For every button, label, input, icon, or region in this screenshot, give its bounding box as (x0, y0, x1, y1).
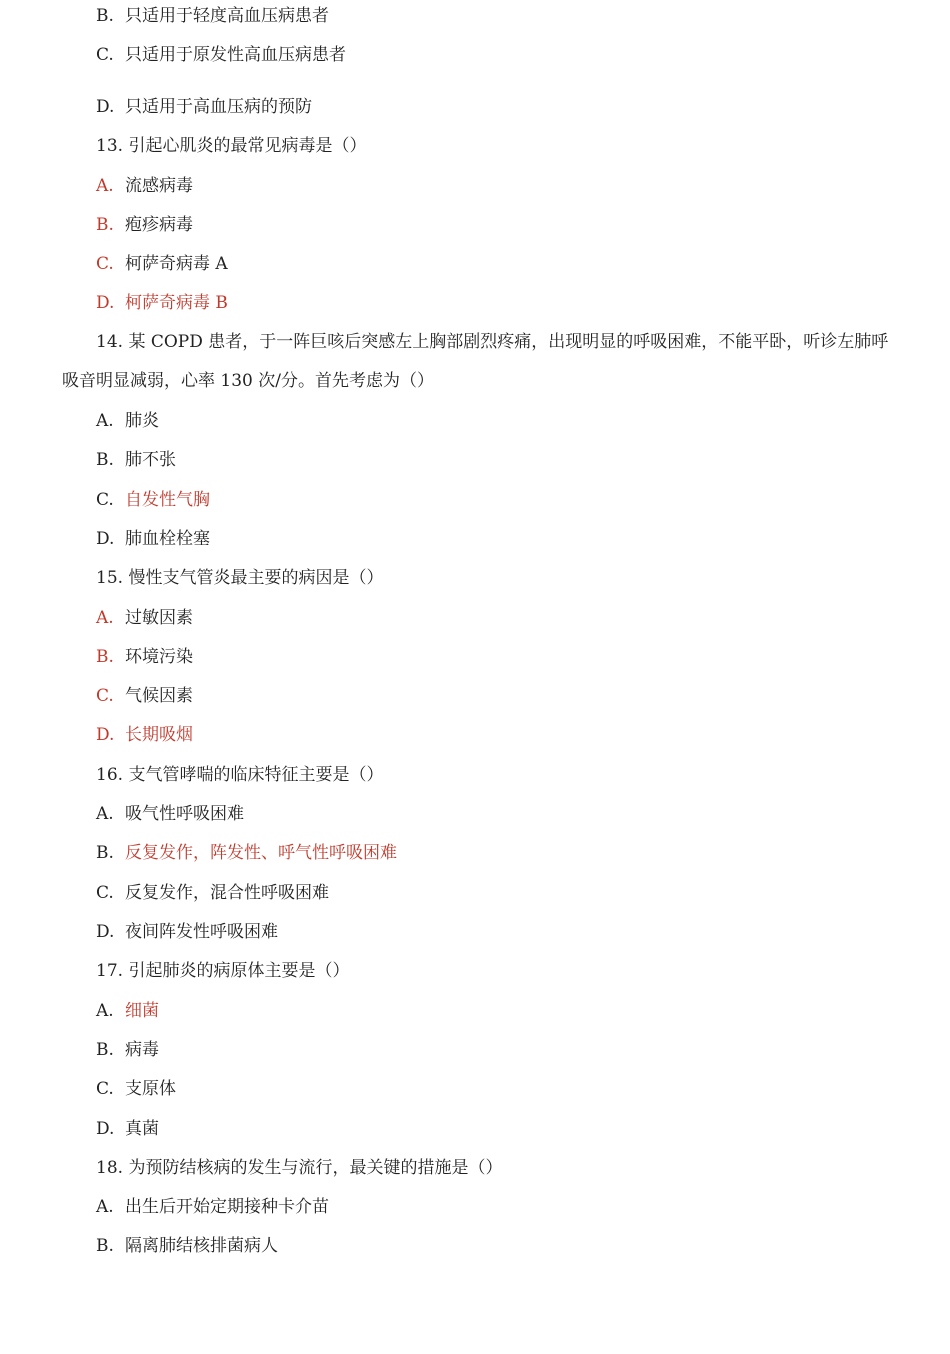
q12-option-d: D. 只适用于高血压病的预防 (96, 97, 312, 117)
q14-option-d: D. 肺血栓栓塞 (96, 529, 210, 549)
q17-option-b: B. 病毒 (96, 1040, 159, 1060)
q13-stem: 13. 引起心肌炎的最常见病毒是（） (96, 136, 367, 156)
q13-option-a: A. 流感病毒 (96, 176, 193, 196)
q16-option-d: D. 夜间阵发性呼吸困难 (96, 922, 278, 942)
q17-option-d: D. 真菌 (96, 1119, 159, 1139)
q15-option-c: C. 气候因素 (96, 686, 193, 706)
q16-option-a: A. 吸气性呼吸困难 (96, 804, 244, 824)
q15-option-a: A. 过敏因素 (96, 608, 193, 628)
q14-option-a: A. 肺炎 (96, 411, 159, 431)
q14-stem: 14. 某 COPD 患者，于一阵巨咳后突感左上胸部剧烈疼痛，出现明显的呼吸困难，不能平卧，听诊左肺呼吸音明显减弱，心率 130 次/分。首先考虑为（） (62, 332, 889, 391)
q14-option-c-answer: C. 自发性气胸 (96, 490, 210, 510)
q15-option-b: B. 环境污染 (96, 647, 193, 667)
q17-option-c: C. 支原体 (96, 1079, 176, 1099)
q12-option-b: B. 只适用于轻度高血压病患者 (96, 6, 329, 26)
q17-stem: 17. 引起肺炎的病原体主要是（） (96, 961, 350, 981)
q14-option-b: B. 肺不张 (96, 450, 176, 470)
q17-option-a-answer: A. 细菌 (96, 1001, 159, 1021)
q16-stem: 16. 支气管哮喘的临床特征主要是（） (96, 765, 384, 785)
q18-option-b: B. 隔离肺结核排菌病人 (96, 1236, 278, 1256)
q13-option-c: C. 柯萨奇病毒 A (96, 254, 228, 274)
q18-stem: 18. 为预防结核病的发生与流行，最关键的措施是（） (96, 1158, 503, 1178)
q18-option-a: A. 出生后开始定期接种卡介苗 (96, 1197, 329, 1217)
q13-option-b: B. 疱疹病毒 (96, 215, 193, 235)
q16-option-c: C. 反复发作，混合性呼吸困难 (96, 883, 329, 903)
q15-option-d-answer: D. 长期吸烟 (96, 725, 193, 745)
q16-option-b-answer: B. 反复发作，阵发性、呼气性呼吸困难 (96, 843, 397, 863)
q12-option-c: C. 只适用于原发性高血压病患者 (96, 45, 346, 65)
q15-stem: 15. 慢性支气管炎最主要的病因是（） (96, 568, 384, 588)
q13-option-d-answer: D. 柯萨奇病毒 B (96, 293, 228, 313)
